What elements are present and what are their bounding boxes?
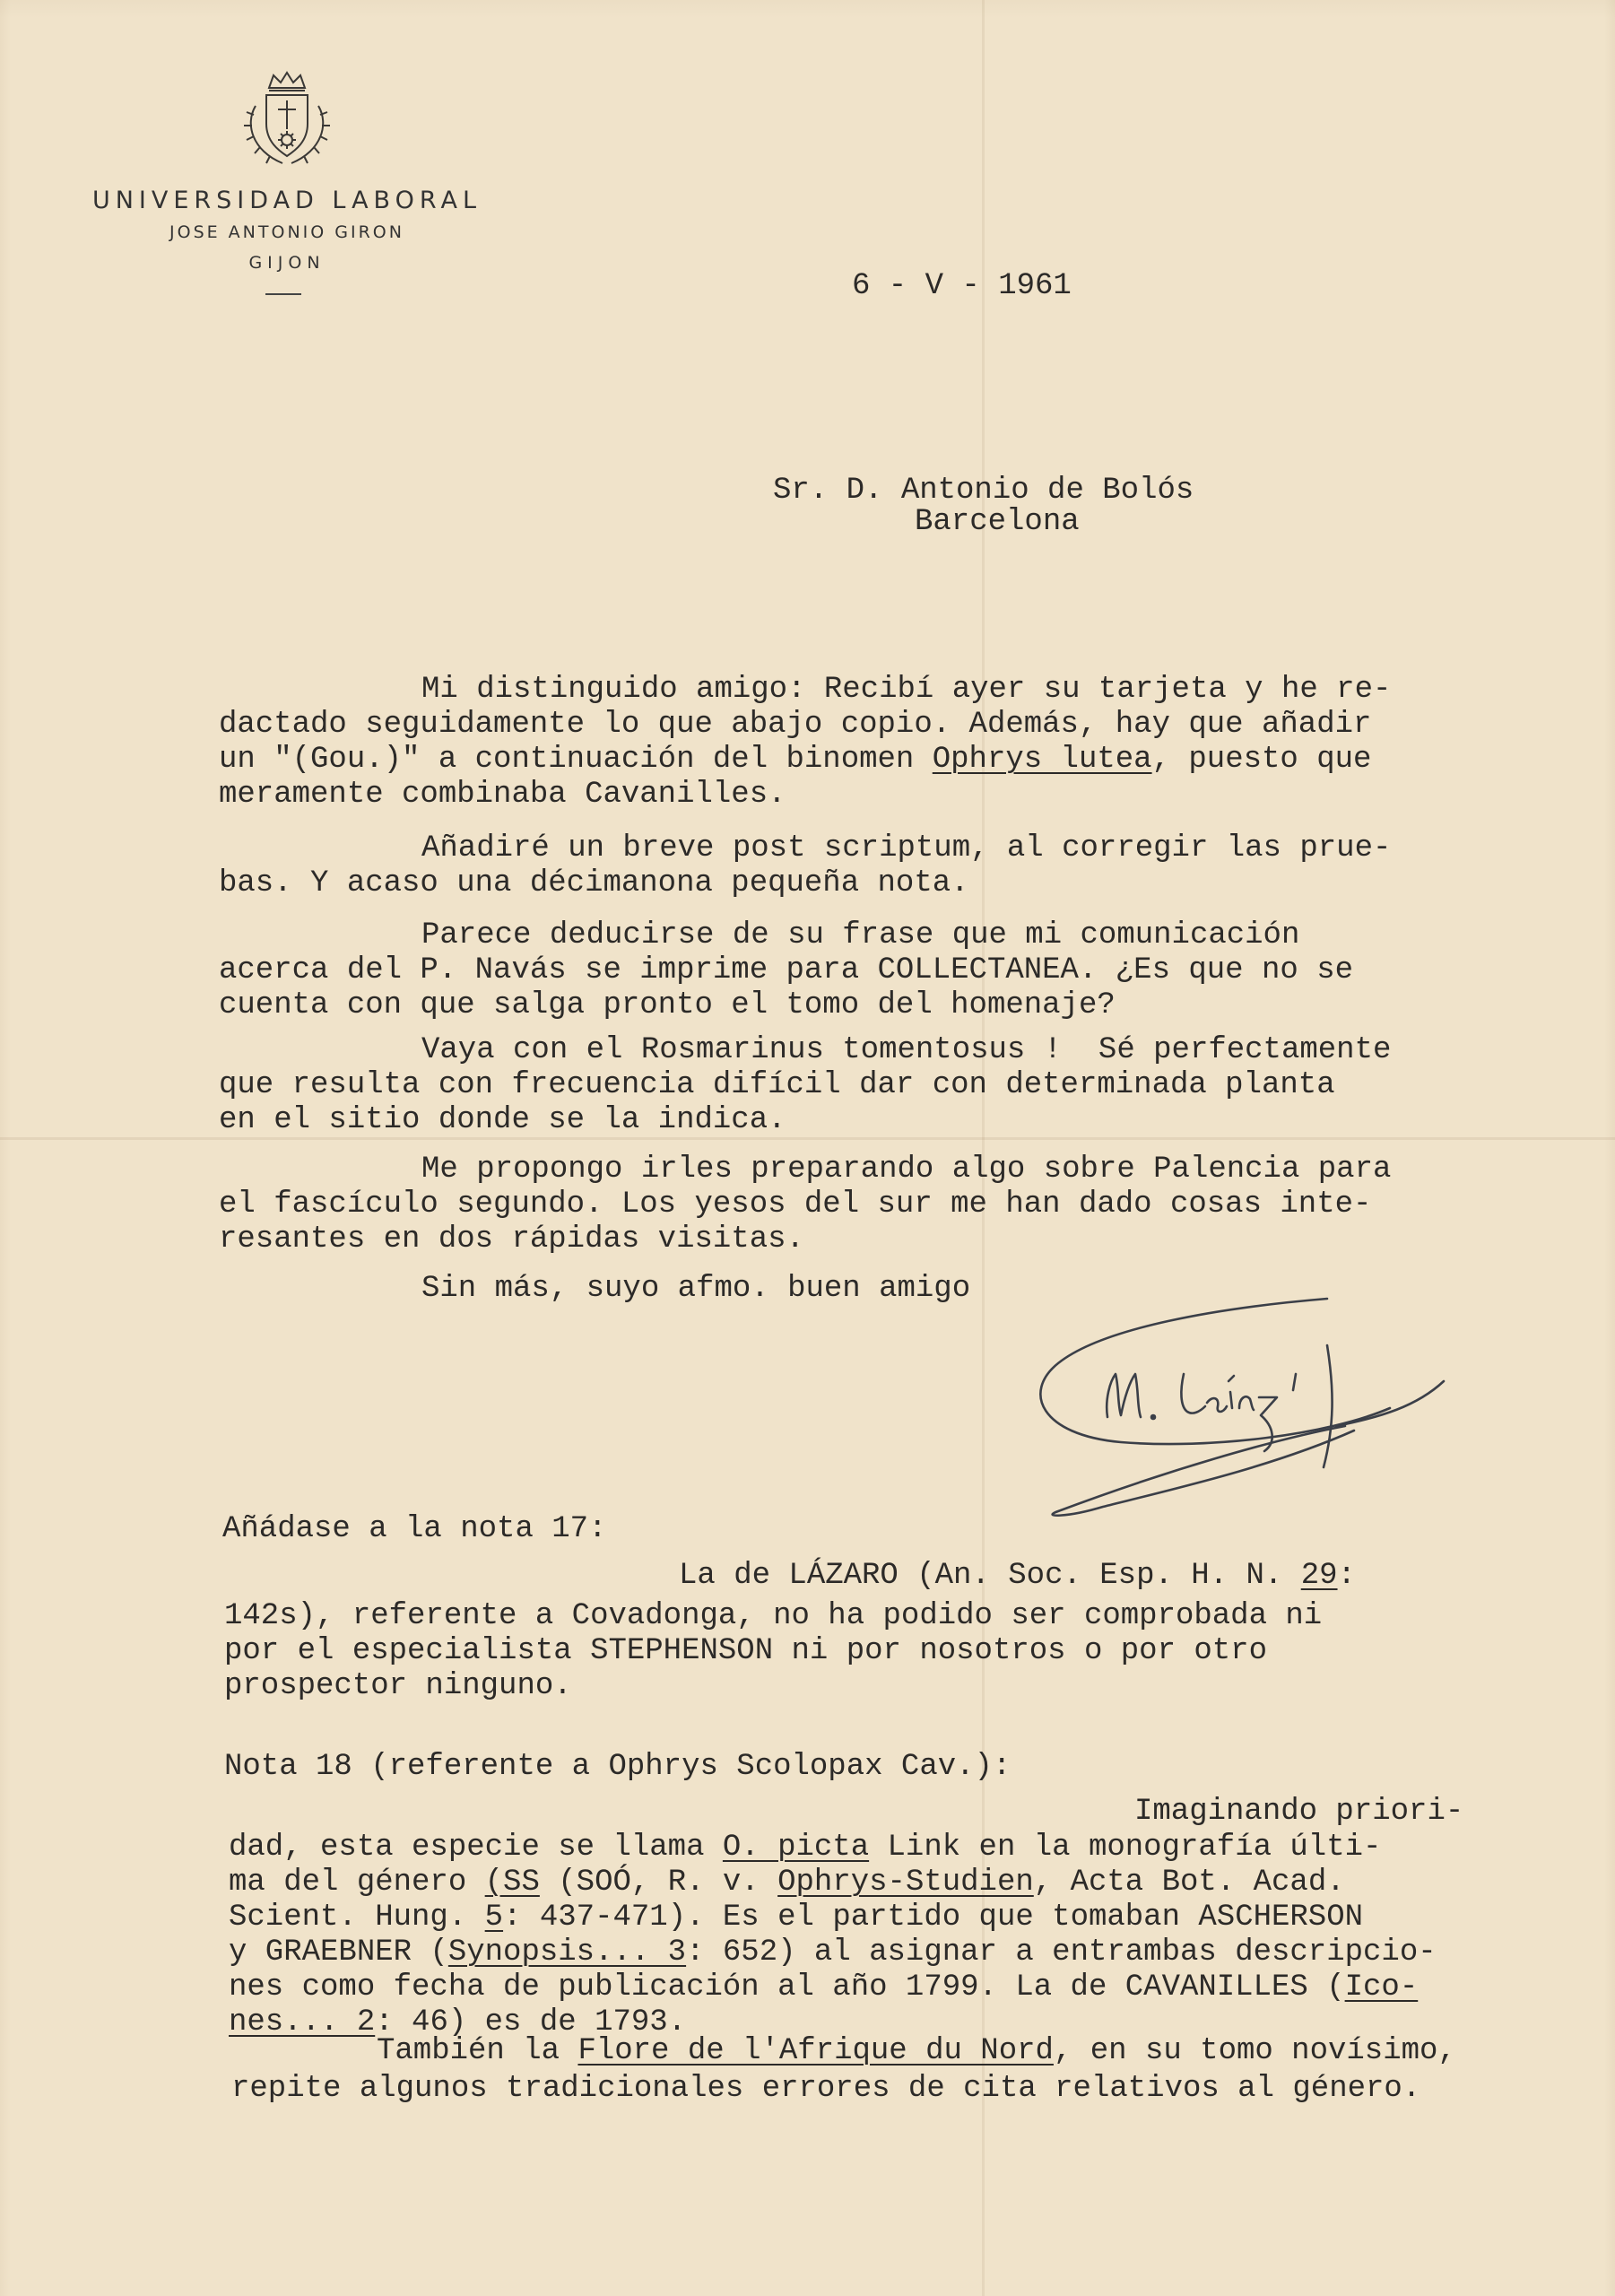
letter-line <box>222 1512 606 1546</box>
letter-line <box>229 1831 1381 1865</box>
line-text: Link en la monografía últi- <box>869 1831 1382 1865</box>
letter-line <box>421 673 1391 707</box>
letter-line <box>219 1068 1335 1102</box>
line-text: cuenta con que salga pronto el tomo del homenaje? <box>219 988 1116 1022</box>
letterhead-institution: UNIVERSIDAD LABORAL <box>91 187 482 214</box>
letter-line <box>229 1866 1345 1900</box>
letter-line <box>224 1599 1322 1633</box>
line-text: prospector ninguno. <box>224 1669 572 1703</box>
underlined-text: Synopsis... 3 <box>447 1935 687 1970</box>
letter-line <box>229 1935 1437 1970</box>
line-text: Añadiré un breve post scriptum, al corregir las prue- <box>421 831 1392 865</box>
letter-line <box>231 2072 1420 2106</box>
recipient-name: Sr. D. Antonio de Bolós <box>773 474 1194 508</box>
line-text: : 652) al asignar a entrambas descripcio- <box>686 1935 1437 1970</box>
letter-line <box>421 1033 1391 1067</box>
line-text: acerca del P. Navás se imprime para COLLECTANEA. ¿Es que no se <box>219 953 1354 987</box>
letter-line <box>219 953 1353 987</box>
letterhead-name: JOSE ANTONIO GIRON <box>169 222 404 242</box>
line-text: También la <box>377 2034 578 2068</box>
letter-line <box>421 1272 970 1306</box>
line-text: en el sitio donde se la indica. <box>219 1103 786 1137</box>
recipient-city: Barcelona <box>915 505 1080 539</box>
line-text: (SOÓ, R. v. <box>539 1866 778 1900</box>
letter-line <box>421 831 1391 865</box>
line-text: Mi distinguido amigo: Recibí ayer su tarjeta y he re- <box>421 673 1392 707</box>
letter-line <box>219 778 786 812</box>
letter-line <box>219 866 969 900</box>
line-text: un "(Gou.)" a continuación del binomen <box>219 743 933 777</box>
line-text: , en su tomo novísimo, <box>1053 2034 1456 2068</box>
line-text: Imaginando priori- <box>1134 1795 1464 1829</box>
letterhead-rule <box>265 293 301 295</box>
underlined-text: 29 <box>1300 1559 1338 1593</box>
line-text: Añádase a la nota 17: <box>222 1512 607 1546</box>
line-text: ma del género <box>229 1866 485 1900</box>
line-text: , Acta Bot. Acad. <box>1033 1866 1345 1900</box>
line-text: el fascículo segundo. Los yesos del sur me han dado cosas inte- <box>219 1187 1372 1222</box>
line-text: : <box>1337 1559 1356 1593</box>
line-text: Me propongo irles preparando algo sobre Palencia para <box>421 1152 1392 1187</box>
letter-line <box>224 1750 1011 1784</box>
line-text: resantes en dos rápidas visitas. <box>219 1222 804 1257</box>
letter-line <box>377 2034 1456 2068</box>
line-text: : 437-471). Es el partido que tomaban ASCHERSON <box>503 1900 1364 1935</box>
underlined-text: Ophrys lutea <box>932 743 1152 777</box>
underlined-text: (SS <box>484 1866 540 1900</box>
letter-line <box>224 1634 1267 1668</box>
line-text: bas. Y acaso una décimanona pequeña nota. <box>219 866 969 900</box>
line-text: y GRAEBNER ( <box>229 1935 448 1970</box>
letter-line <box>1134 1795 1463 1829</box>
line-text: dactado seguidamente lo que abajo copio. Además, hay que añadir <box>219 708 1372 742</box>
university-crest-icon <box>236 70 338 170</box>
letter-line <box>219 1103 786 1137</box>
line-text: Sin más, suyo afmo. buen amigo <box>421 1272 971 1306</box>
letter-line <box>224 1669 572 1703</box>
line-text: por el especialista STEPHENSON ni por nosotros o por otro <box>224 1634 1267 1668</box>
underlined-text: O. picta <box>722 1831 870 1865</box>
letter-line <box>219 1187 1371 1222</box>
letterhead-city: GIJON <box>248 253 326 273</box>
letter-line <box>219 988 1116 1022</box>
line-text: Nota 18 (referente a Ophrys Scolopax Cav.): <box>224 1750 1012 1784</box>
line-text: Scient. Hung. <box>229 1900 485 1935</box>
paper-fold-horizontal <box>0 1137 1615 1140</box>
line-text: repite algunos tradicionales errores de cita relativos al género. <box>231 2072 1421 2106</box>
underlined-text: Ico- <box>1344 1970 1419 2005</box>
underlined-text: 5 <box>484 1900 504 1935</box>
line-text: que resulta con frecuencia difícil dar con determinada planta <box>219 1068 1335 1102</box>
line-text: Parece deducirse de su frase que mi comunicación <box>421 918 1300 952</box>
underlined-text: nes... 2 <box>229 2005 376 2039</box>
line-text: 142s), referente a Covadonga, no ha podido ser comprobada ni <box>224 1599 1323 1633</box>
underlined-text: Flore de l'Afrique du Nord <box>577 2034 1054 2068</box>
letter-line <box>421 1152 1391 1187</box>
letter-line <box>229 1900 1363 1935</box>
line-text: Vaya con el Rosmarinus tomentosus ! Sé perfectamente <box>421 1033 1392 1067</box>
handwritten-signature <box>1004 1292 1489 1525</box>
letter-line <box>229 1970 1418 2005</box>
letter-line <box>219 743 1371 777</box>
line-text: , puesto que <box>1151 743 1372 777</box>
underlined-text: Ophrys-Studien <box>777 1866 1034 1900</box>
letter-line <box>679 1559 1356 1593</box>
letter-line <box>219 708 1371 742</box>
line-text: dad, esta especie se llama <box>229 1831 723 1865</box>
line-text: meramente combinaba Cavanilles. <box>219 778 786 812</box>
line-text: : 46) es de 1793. <box>375 2005 687 2039</box>
letter-line <box>219 1222 804 1257</box>
letter-line <box>421 918 1299 952</box>
line-text: nes como fecha de publicación al año 1799. La de CAVANILLES ( <box>229 1970 1345 2005</box>
letter-date: 6 - V - 1961 <box>852 269 1072 303</box>
line-text: La de LÁZARO (An. Soc. Esp. H. N. <box>679 1559 1301 1593</box>
